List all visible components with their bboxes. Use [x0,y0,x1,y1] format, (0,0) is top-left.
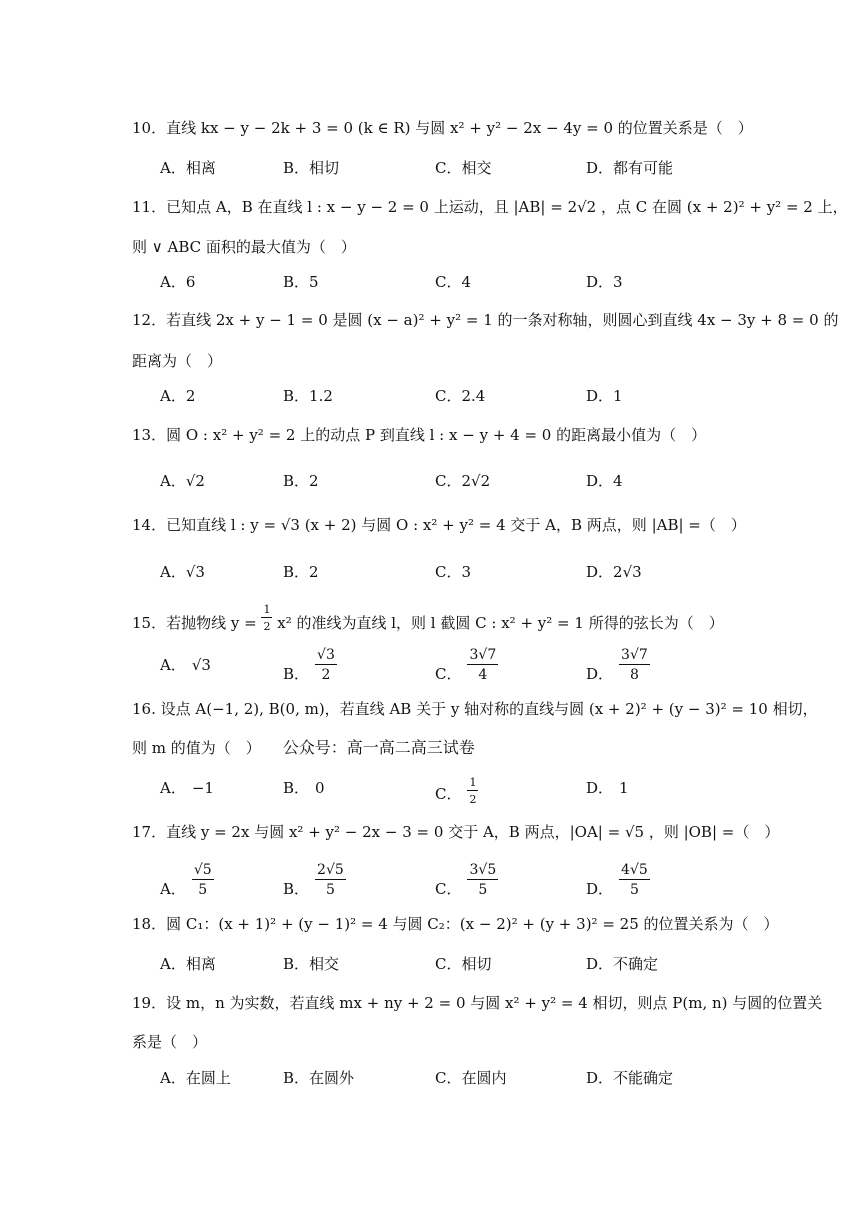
question-12-text: 12．若直线 2x + y − 1 = 0 是圆 (x − a)² + y² = 1 的一条对称轴，则圆心到直线 4x − 3y + 8 = 0 的 [132,311,839,329]
option-d[interactable] [586,647,650,692]
question-10-options [160,161,720,201]
option-c[interactable] [435,862,498,907]
option-a[interactable]: A．相离 [160,159,216,177]
option-b[interactable]: B．2 [283,472,319,490]
option-fraction [619,648,650,682]
option-label: B． [283,880,310,898]
option-d[interactable]: D．都有可能 [586,159,674,177]
option-d[interactable]: D．2√3 [586,563,642,581]
option-c[interactable]: C．4 [435,273,472,291]
option-fraction [467,863,498,897]
option-a[interactable] [160,781,214,796]
option-c[interactable]: C．2√2 [435,472,491,490]
question-17-text: 17．直线 y = 2x 与圆 x² + y² − 2x − 3 = 0 交于 A，B 两点，|OA| = √5 ，则 |OB| =（ ） [132,823,780,841]
question-14-text: 14．已知直线 l : y = √3 (x + 2) 与圆 O : x² + y² = 4 交于 A，B 两点，则 |AB| =（ ） [132,516,746,534]
question-19 [132,994,823,1051]
question-16-line2 [132,740,475,756]
option-fraction [467,777,478,805]
option-fraction [315,863,346,897]
option-a[interactable] [160,658,211,673]
option-c[interactable]: C．3 [435,563,472,581]
question-16-text-line2: 则 m 的值为（ ） [132,739,261,757]
question-13-options [160,474,720,514]
option-b[interactable] [283,862,346,907]
question-15-text-post: x² 的准线为直线 l，则 l 截圆 C : x² + y² = 1 所得的弦长为（ ） [277,614,724,632]
question-15-text-pre: 15．若抛物线 y = [132,614,257,632]
option-a[interactable]: A．6 [160,273,196,291]
question-14 [132,516,746,534]
question-18-text: 18．圆 C₁：(x + 1)² + (y − 1)² = 4 与圆 C₂：(x − 2)² + (y + 3)² = 25 的位置关系为（ ） [132,915,779,933]
fraction-numerator: √3 [317,647,335,663]
option-b[interactable]: B．相交 [283,955,340,973]
fraction-denominator: 5 [478,882,488,898]
question-12 [132,311,839,370]
option-fraction [619,863,650,897]
option-label: B． [283,779,310,797]
question-16-options [160,776,720,821]
option-label: A． [160,880,186,898]
option-value: 1 [619,779,629,797]
option-fraction [467,648,498,682]
fraction-denominator: 4 [478,667,488,683]
question-11-options [160,275,720,315]
question-13 [132,428,742,443]
question-12-text-line2: 距离为（ ） [132,352,223,370]
option-c[interactable]: C．相切 [435,955,492,973]
question-17-options [160,862,720,913]
fraction-denominator: 5 [325,882,335,898]
option-label: C． [435,880,462,898]
fraction-numerator: √5 [193,862,212,878]
option-b[interactable] [283,647,337,692]
option-label: C． [435,665,462,683]
fraction-numerator: 3√7 [621,647,648,663]
option-label: A． [160,656,186,674]
option-label: B． [283,665,310,683]
fraction-denominator: 2 [263,620,271,633]
notice-text: 公众号：高一高二高三试卷 [282,738,475,757]
option-d[interactable]: D．不能确定 [586,1069,674,1087]
question-17 [132,823,780,841]
option-a[interactable]: A．√3 [160,563,205,581]
option-a[interactable]: A．√2 [160,472,205,490]
option-label: C． [435,785,462,803]
option-c[interactable] [435,647,498,692]
question-19-text-line2: 系是（ ） [132,1033,208,1051]
option-a[interactable] [160,862,214,907]
option-label: A． [160,779,186,797]
question-15-fraction [261,604,272,632]
fraction-numerator: 4√5 [621,862,648,878]
option-fraction [192,863,214,897]
question-12-options [160,389,720,429]
question-15 [132,603,742,638]
option-a[interactable]: A．相离 [160,955,216,973]
fraction-denominator: 5 [198,882,208,898]
option-label: D． [586,779,614,797]
option-label: D． [586,665,614,683]
option-c[interactable]: C．在圆内 [435,1069,507,1087]
option-c[interactable]: C．相交 [435,159,492,177]
option-d[interactable]: D．4 [586,472,623,490]
question-11-text-line2: 则 ∨ ABC 面积的最大值为（ ） [132,238,356,256]
option-d[interactable]: D．3 [586,273,623,291]
question-18 [132,915,779,933]
question-15-options [160,647,720,698]
question-10-text: 10．直线 kx − y − 2k + 3 = 0 (k ∈ R) 与圆 x² + y² − 2x − 4y = 0 的位置关系是（ ） [132,119,753,137]
fraction-numerator: 3√5 [469,862,497,878]
question-10 [132,119,753,137]
question-13-text: 13．圆 O : x² + y² = 2 上的动点 P 到直线 l : x − y + 4 = 0 的距离最小值为（ ） [132,426,707,444]
option-d[interactable]: D．不确定 [586,955,659,973]
option-c[interactable] [435,776,478,809]
fraction-denominator: 2 [469,793,477,806]
fraction-denominator: 2 [321,667,331,683]
option-b[interactable]: B．相切 [283,159,340,177]
option-fraction [315,648,337,682]
option-value: √3 [191,656,211,674]
fraction-denominator: 5 [629,882,639,898]
option-a[interactable]: A．2 [160,387,196,405]
question-18-options [160,957,720,997]
option-a[interactable]: A．在圆上 [160,1069,231,1087]
option-d[interactable] [586,781,629,796]
option-b[interactable]: B．1.2 [283,387,333,405]
option-c[interactable]: C．2.4 [435,387,486,405]
fraction-numerator: 1 [263,603,271,616]
question-11-text: 11．已知点 A，B 在直线 l : x − y − 2 = 0 上运动，且 |AB| = 2√2 ，点 C 在圆 (x + 2)² + y² = 2 上， [132,198,848,216]
fraction-numerator: 2√5 [317,862,344,878]
question-16-text: 16. 设点 A(−1, 2), B(0, m)，若直线 AB 关于 y 轴对称的直线与圆 (x + 2)² + (y − 3)² = 10 相切， [132,700,818,718]
option-d[interactable]: D．1 [586,387,623,405]
option-b[interactable]: B．2 [283,563,319,581]
fraction-numerator: 3√7 [469,647,497,663]
option-d[interactable] [586,862,650,907]
option-b[interactable]: B．在圆外 [283,1069,355,1087]
question-11 [132,198,848,256]
option-label: D． [586,880,614,898]
question-14-options [160,565,720,605]
option-b[interactable]: B．5 [283,273,319,291]
option-value: 0 [315,779,325,797]
option-b[interactable] [283,781,325,796]
question-19-text: 19．设 m，n 为实数，若直线 mx + ny + 2 = 0 与圆 x² + y² = 4 相切，则点 P(m, n) 与圆的位置关 [132,994,823,1012]
question-19-options [160,1071,720,1111]
fraction-denominator: 8 [629,667,639,683]
question-16 [132,700,818,757]
option-value: −1 [191,779,214,797]
fraction-numerator: 1 [469,776,477,789]
